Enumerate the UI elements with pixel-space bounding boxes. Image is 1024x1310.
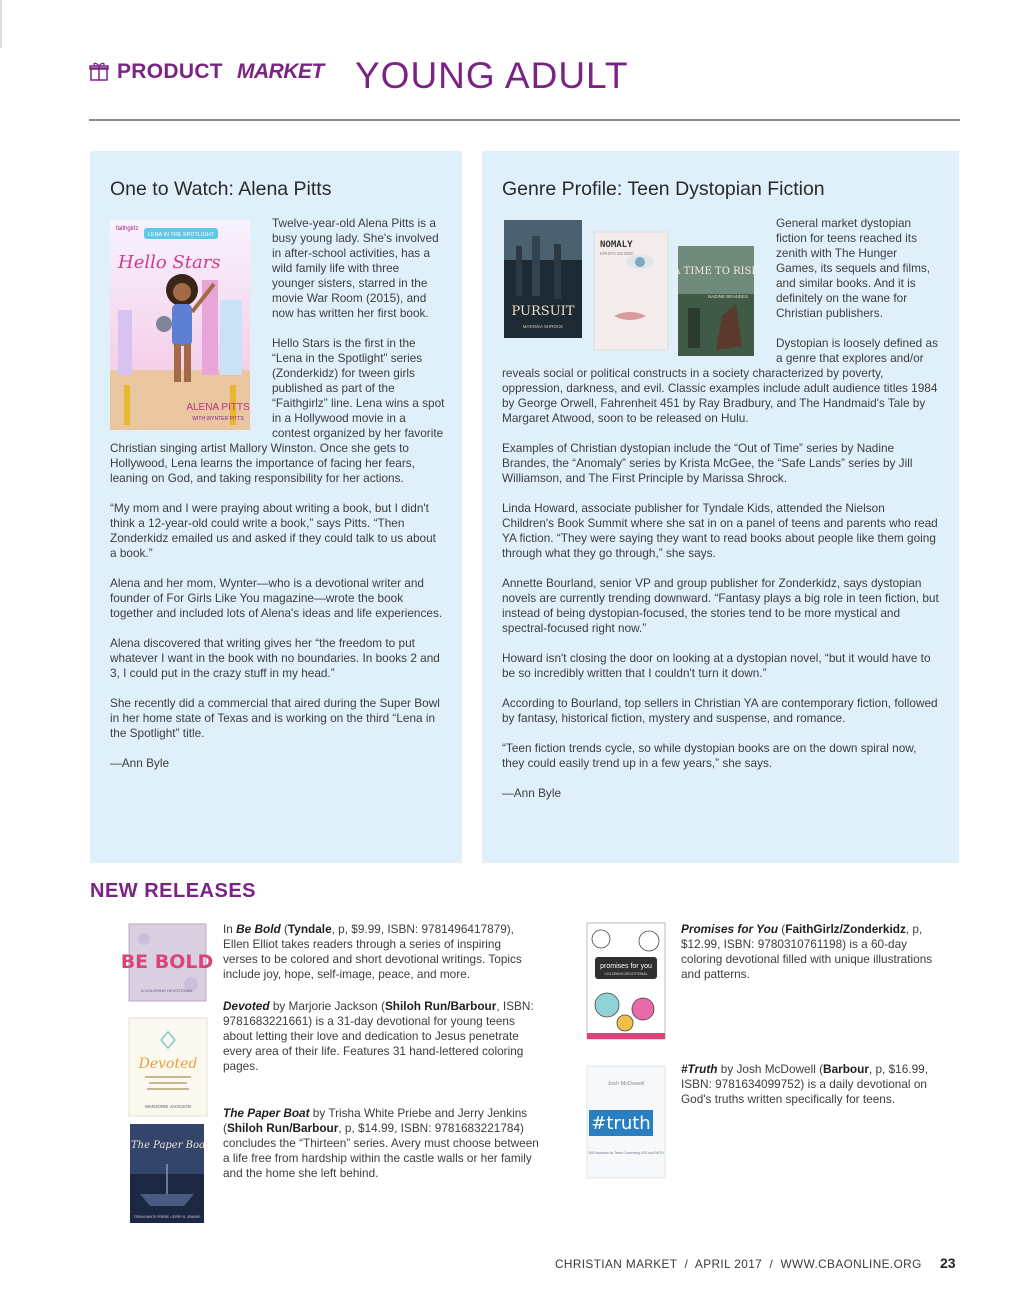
svg-text:MARJORIE JACKSON: MARJORIE JACKSON	[145, 1104, 191, 1109]
svg-text:PURSUIT: PURSUIT	[511, 304, 575, 319]
publisher: Shiloh Run/Barbour	[384, 999, 497, 1013]
svg-text:A COLORING DEVOTIONAL: A COLORING DEVOTIONAL	[141, 988, 193, 993]
new-release-paper-boat: The Paper Boat by Trisha White Priebe and Jerry Jenkins (Shiloh Run/Barbour, p, $14.99, ISBN: 9781683221784) concludes the “Thirteen” series. Avery must choose between a life free from hardship within the castle walls or her family and the home she left behind.	[223, 1106, 539, 1180]
svg-text:ALENA PITTS: ALENA PITTS	[186, 402, 250, 413]
new-release-promises-for-you: Promises for You (FaithGirlz/Zonderkidz, p, $12.99, ISBN: 9780310761198) is a 60-day coloring devotional filled with unique illustrations and patterns.	[681, 922, 933, 981]
genre-profile-title: Genre Profile: Teen Dystopian Fiction	[502, 178, 825, 200]
paragraph: “My mom and I were praying about writing a book, but I didn't think a 12-year-old could write a book,” says Pitts. “Then Zonderkidz emailed us and asked if they could talk to us about a book.”	[110, 501, 436, 560]
header-product: PRODUCT	[117, 60, 223, 83]
genre-profile-body	[502, 216, 939, 816]
paragraph: “Teen fiction trends cycle, so while dystopian books are on the down spiral now, they could easily trend up in a few years,” she says.	[502, 741, 917, 770]
paragraph: Twelve-year-old Alena Pitts is a busy young lady. She's involved in after-school activities, has a wild family life with three younger sisters, starred in the movie War Room (2015), and now has written her first book.	[272, 216, 439, 320]
header-market: MARKET	[237, 60, 324, 83]
byline: —Ann Byle	[110, 756, 170, 770]
promises-for-you-cover	[587, 923, 665, 1039]
devoted-cover	[129, 1018, 207, 1116]
book-title: The Paper Boat	[223, 1106, 310, 1120]
paragraph: Linda Howard, associate publisher for Tyndale Kids, attended the Nielson Children's Book Summit where she sat in on a panel of teens and parents who read YA fiction. “They were saying they want to read books about people like them going through what they go through,” she says.	[502, 501, 938, 560]
hello-stars-cover	[110, 220, 250, 430]
new-release-be-bold: In Be Bold (Tyndale, p, $9.99, ISBN: 9781496417879), Ellen Elliot takes readers through a series of inspiring verses to be colored and short devotional writings. Topics include joy, hope, self-image, peace, and more.	[223, 922, 522, 981]
svg-text:#truth: #truth	[591, 1113, 651, 1134]
page-footer: CHRISTIAN MARKET / APRIL 2017 / WWW.CBAONLINE.ORG	[555, 1257, 922, 1271]
svg-text:Devoted: Devoted	[138, 1056, 198, 1072]
page-edge	[0, 0, 2, 48]
one-to-watch-body	[110, 216, 445, 786]
book-title: Devoted	[223, 999, 270, 1013]
pursuit-cover	[504, 220, 582, 338]
svg-text:Josh McDowell: Josh McDowell	[607, 1081, 645, 1087]
paragraph: General market dystopian fiction for teens reached its zenith with The Hunger Games, its sequels and films, and similar books. And it is definitely on the wane for Christian publishers.	[776, 216, 931, 320]
dystopian-covers	[502, 216, 772, 357]
book-title: #Truth	[681, 1062, 718, 1076]
svg-text:COLORING DEVOTIONAL: COLORING DEVOTIONAL	[604, 972, 648, 976]
book-title: Be Bold	[236, 922, 281, 936]
publisher: FaithGirlz/Zonderkidz	[785, 922, 906, 936]
svg-text:MARISSA SHROCK: MARISSA SHROCK	[522, 324, 564, 329]
anomaly-cover	[594, 232, 668, 350]
svg-text:faithgirlz: faithgirlz	[116, 226, 139, 232]
gift-icon	[89, 61, 109, 81]
paragraph: Dystopian is loosely defined as a genre that explores and/or reveals social or political constructs in a society characterized by poverty, oppression, darkness, and evil. Classic examples include adult audience titles 1984 by George Orwell, Fahrenheit 451 by Ray Bradbury, and The Handmaid's Tale by Margaret Atwood, soon to be released on Hulu.	[502, 336, 938, 425]
new-release-truth: #Truth by Josh McDowell (Barbour, p, $16.99, ISBN: 9781634099752) is a daily devotional on God's truths written specifically for teens.	[681, 1062, 928, 1106]
header-divider	[89, 119, 960, 121]
book-title: Promises for You	[681, 922, 779, 936]
publisher: Barbour	[823, 1062, 869, 1076]
paragraph: She recently did a commercial that aired during the Super Bowl in her home state of Texas and is working on the third “Lena in the Spotlight” title.	[110, 696, 440, 740]
svg-text:TRISHA WHITE PRIEBE • JERRY B.: TRISHA WHITE PRIEBE • JERRY B. JENKINS	[133, 1215, 201, 1219]
paper-boat-cover	[130, 1124, 210, 1223]
paragraph: Hello Stars is the first in the “Lena in the Spotlight” series (Zonderkidz) for tween girls published as part of the “Faithgirlz” line. Lena wins a spot in a Hollywood movie in a contest organized by her favorite Christian singing artist Mallory Winston. Once she gets to Hollywood, Lena learns the importance of facing her fears, leaning on God, and taking responsibility for her actions.	[110, 336, 445, 485]
svg-text:WITH WYNTER PITTS: WITH WYNTER PITTS	[192, 416, 244, 422]
svg-text:BE BOLD: BE BOLD	[120, 951, 214, 973]
svg-text:A TIME TO RISE: A TIME TO RISE	[673, 266, 759, 277]
truth-cover	[587, 1066, 665, 1178]
svg-text:KRISTA MCGEE: KRISTA MCGEE	[600, 251, 634, 256]
new-release-devoted: Devoted by Marjorie Jackson (Shiloh Run/Barbour, ISBN: 9781683221661) is a 31-day devotional for young teens about letting their love and dedication to Jesus penetrate every area of their life. Features 31 hand-lettered coloring pages.	[223, 999, 534, 1073]
paragraph: Examples of Christian dystopian include the “Out of Time” series by Nadine Brandes, the “Anomaly” series by Krista McGee, the “Safe Lands” series by Jill Williamson, and The First Principle by Marissa Shrock.	[502, 441, 913, 485]
svg-text:365 Devotions for Teens Connec: 365 Devotions for Teens Connecting LIFE and FAITH	[588, 1151, 664, 1155]
publisher: Shiloh Run/Barbour	[226, 1121, 339, 1135]
publisher: Tyndale	[287, 922, 332, 936]
one-to-watch-title: One to Watch: Alena Pitts	[110, 178, 332, 200]
paragraph: Alena and her mom, Wynter—who is a devotional writer and founder of For Girls Like You magazine—wrote the book together and included lots of Alena's ideas and life experiences.	[110, 576, 443, 620]
svg-text:NADINE BRANDES: NADINE BRANDES	[707, 294, 749, 299]
a-time-to-rise-cover	[672, 246, 758, 356]
paragraph: According to Bourland, top sellers in Christian YA are contemporary fiction, followed by fantasy, historical fiction, mystery and suspense, and romance.	[502, 696, 938, 725]
section-title: YOUNG ADULT	[355, 55, 629, 96]
paragraph: Howard isn't closing the door on looking at a dystopian novel, “but it would have to be so incredibly written that I couldn't turn it down.”	[502, 651, 931, 680]
paragraph: Alena discovered that writing gives her “the freedom to put whatever I want in the book with no boundaries. In books 2 and 3, I could put in the crazy stuff in my head.”	[110, 636, 440, 680]
be-bold-cover	[120, 924, 214, 1001]
svg-text:NOMALY: NOMALY	[600, 240, 633, 250]
svg-text:LENA IN THE SPOTLIGHT: LENA IN THE SPOTLIGHT	[147, 232, 215, 238]
page-number: 23	[940, 1255, 956, 1271]
paragraph: Annette Bourland, senior VP and group publisher for Zonderkidz, says dystopian novels are currently trending downward. “Fantasy plays a big role in teen fiction, but instead of being dystopian-focused, the stories tend to be more mystical and spectral-focused right now.”	[502, 576, 939, 635]
svg-text:promises for you: promises for you	[600, 963, 652, 970]
new-releases-title: NEW RELEASES	[90, 880, 257, 902]
svg-text:The Paper Boat: The Paper Boat	[130, 1140, 210, 1151]
byline: —Ann Byle	[502, 786, 562, 800]
svg-text:Hello Stars: Hello Stars	[118, 252, 221, 273]
